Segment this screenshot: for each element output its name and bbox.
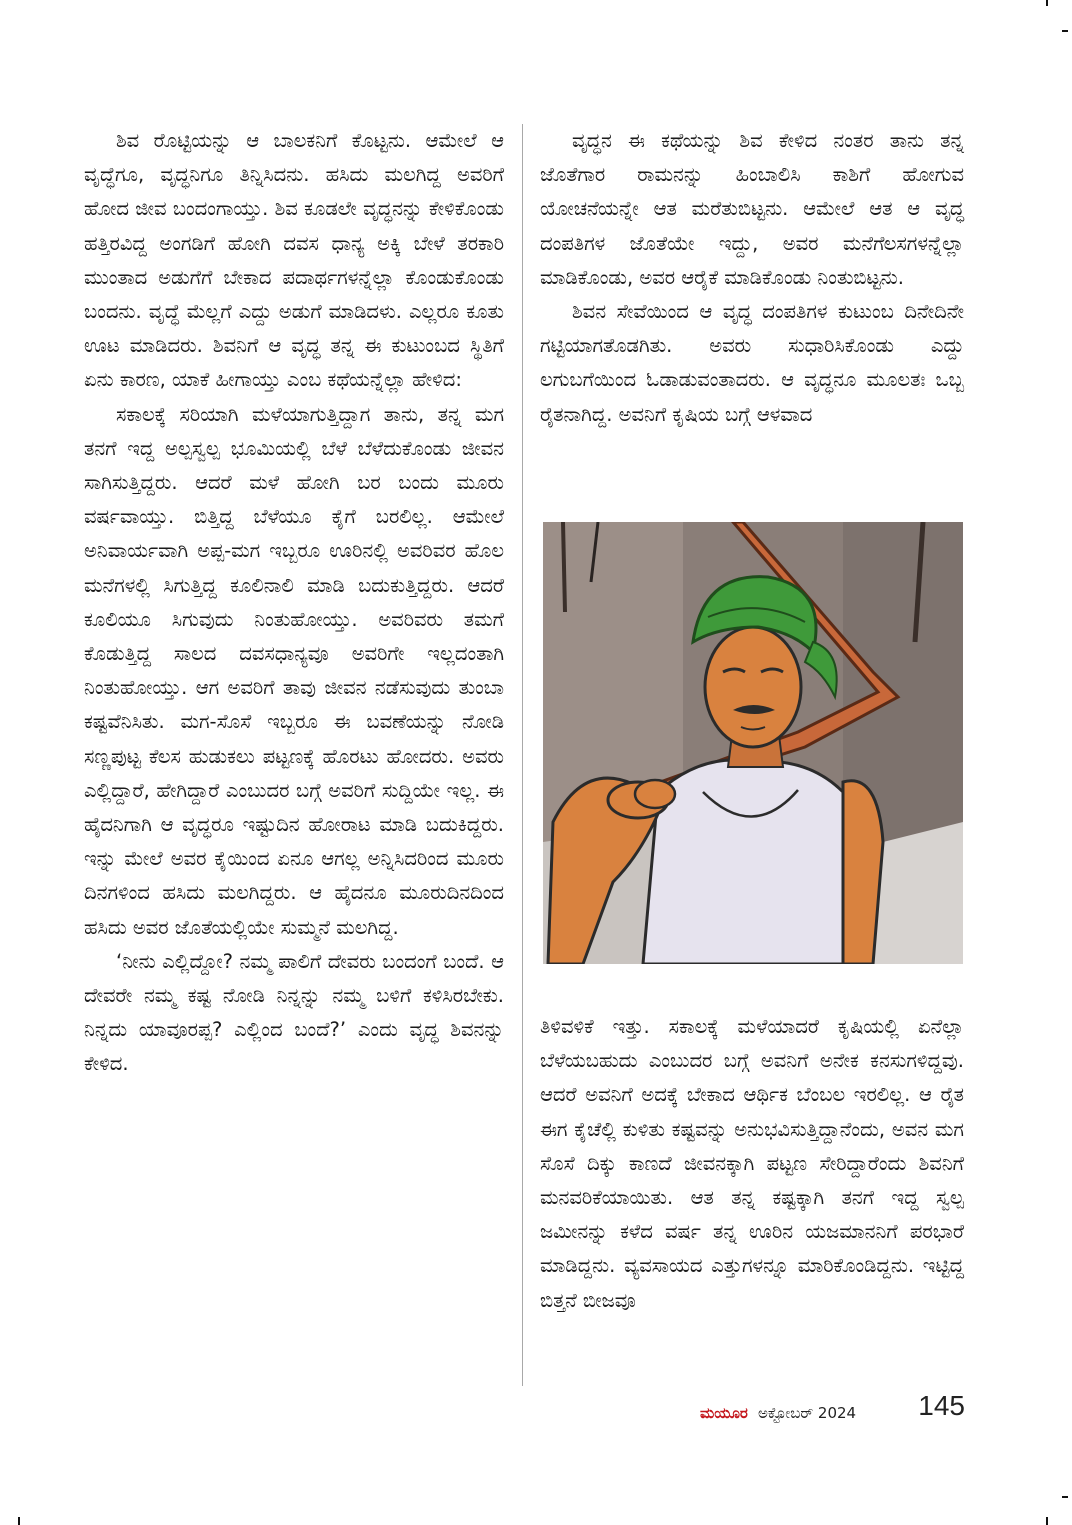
crop-mark-bottom-left (18, 1517, 20, 1525)
left-paragraph-2: ಸಕಾಲಕ್ಕೆ ಸರಿಯಾಗಿ ಮಳೆಯಾಗುತ್ತಿದ್ದಾಗ ತಾನು, ತನ್ನ ಮಗ ತನಗೆ ಇದ್ದ ಅಲ್ಪಸ್ವಲ್ಪ ಭೂಮಿಯಲ್ಲಿ ಬೆಳೆ ಬೆಳೆದುಕೊಂಡು ಜೀವನ ಸಾಗಿಸುತ್ತಿದ್ದರು. ಆದರೆ ಮಳೆ ಹೋಗಿ ಬರ ಬಂದು ಮೂರು ವರ್ಷವಾಯ್ತು. ಬಿತ್ತಿದ್ದ ಬೆಳೆಯೂ ಕೈಗೆ ಬರಲಿಲ್ಲ. ಆಮೇಲೆ ಅನಿವಾರ್ಯವಾಗಿ ಅಪ್ಪ-ಮಗ ಇಬ್ಬರೂ ಊರಿನಲ್ಲಿ ಅವರಿವರ ಹೊಲ ಮನೆಗಳಲ್ಲಿ ಸಿಗುತ್ತಿದ್ದ ಕೂಲಿನಾಲಿ ಮಾಡಿ ಬದುಕುತ್ತಿದ್ದರು. ಆದರೆ ಕೂಲಿಯೂ ಸಿಗುವುದು ನಿಂತುಹೋಯ್ತು. ಅವರಿವರು ತಮಗೆ ಕೊಡುತ್ತಿದ್ದ ಸಾಲದ ದವಸಧಾನ್ಯವೂ ಅವರಿಗೇ ಇಲ್ಲದಂತಾಗಿ ನಿಂತುಹೋಯ್ತು. ಆಗ ಅವರಿಗೆ ತಾವು ಜೀವನ ನಡೆಸುವುದು ತುಂಬಾ ಕಷ್ಟವೆನಿಸಿತು. ಮಗ-ಸೊಸೆ ಇಬ್ಬರೂ ಈ ಬವಣೆಯನ್ನು ನೋಡಿ ಸಣ್ಣಪುಟ್ಟ ಕೆಲಸ ಹುಡುಕಲು ಪಟ್ಟಣಕ್ಕೆ ಹೊರಟು ಹೋದರು. ಅವರು ಎಲ್ಲಿದ್ದಾರೆ, ಹೇಗಿದ್ದಾರೆ ಎಂಬುದರ ಬಗ್ಗೆ ಅವರಿಗೆ ಸುದ್ದಿಯೇ ಇಲ್ಲ. ಈ ಹೈದನಿಗಾಗಿ ಆ ವೃದ್ಧರೂ ಇಷ್ಟುದಿನ ಹೋರಾಟ ಮಾಡಿ ಬದುಕಿದ್ದರು. ಇನ್ನು ಮೇಲೆ ಅವರ ಕೈಯಿಂದ ಏನೂ ಆಗಲ್ಲ ಅನ್ನಿಸಿದರಿಂದ ಮೂರು ದಿನಗಳಿಂದ ಹಸಿದು ಮಲಗಿದ್ದರು. ಆ ಹೈದನೂ ಮೂರುದಿನದಿಂದ ಹಸಿದು ಅವರ ಜೊತೆಯಲ್ಲಿಯೇ ಸುಮ್ಮನೆ ಮಲಗಿದ್ದ. (84, 402, 504, 939)
farmer-illustration (543, 522, 963, 964)
vest (643, 760, 863, 964)
right-paragraph-1: ವೃದ್ಧನ ಈ ಕಥೆಯನ್ನು ಶಿವ ಕೇಳಿದ ನಂತರ ತಾನು ತನ್ನ ಜೊತೆಗಾರ ರಾಮನನ್ನು ಹಿಂಬಾಲಿಸಿ ಕಾಶಿಗೆ ಹೋಗುವ ಯೋಚನೆಯನ್ನೇ ಆತ ಮರೆತುಬಿಟ್ಟನು. ಆಮೇಲೆ ಆತ ಆ ವೃದ್ಧ ದಂಪತಿಗಳ ಜೊತೆಯೇ ಇದ್ದು, ಅವರ ಮನೆಗೆಲಸಗಳನ್ನೆಲ್ಲಾ ಮಾಡಿಕೊಂಡು, ಅವರ ಆರೈಕೆ ಮಾಡಿಕೊಂಡು ನಿಂತುಬಿಟ್ಟನು. (540, 129, 964, 289)
hand (635, 780, 675, 808)
left-paragraph-1: ಶಿವ ರೊಟ್ಟಿಯನ್ನು ಆ ಬಾಲಕನಿಗೆ ಕೊಟ್ಟನು. ಆಮೇಲೆ ಆ ವೃದ್ಧೆಗೂ, ವೃದ್ಧನಿಗೂ ತಿನ್ನಿಸಿದನು. ಹಸಿದು ಮಲಗಿದ್ದ ಅವರಿಗೆ ಹೋದ ಜೀವ ಬಂದಂಗಾಯ್ತು. ಶಿವ ಕೂಡಲೇ ವೃದ್ಧನನ್ನು ಕೇಳಿಕೊಂಡು ಹತ್ತಿರವಿದ್ದ ಅಂಗಡಿಗೆ ಹೋಗಿ ದವಸ ಧಾನ್ಯ ಅಕ್ಕಿ ಬೇಳೆ ತರಕಾರಿ ಮುಂತಾದ ಅಡುಗೆಗೆ ಬೇಕಾದ ಪದಾರ್ಥಗಳನ್ನೆಲ್ಲಾ ಕೊಂಡುಕೊಂಡು ಬಂದನು. ವೃದ್ಧೆ ಮೆಲ್ಲಗೆ ಎದ್ದು ಅಡುಗೆ ಮಾಡಿದಳು. ಎಲ್ಲರೂ ಕೂತು ಊಟ ಮಾಡಿದರು. ಶಿವನಿಗೆ ಆ ವೃದ್ಧ ತನ್ನ ಈ ಕುಟುಂಬದ ಸ್ಥಿತಿಗೆ ಏನು ಕಾರಣ, ಯಾಕೆ ಹೀಗಾಯ್ತು ಎಂಬ ಕಥೆಯನ್ನೆಲ್ಲಾ ಹೇಳಿದ: (84, 129, 504, 392)
column-divider (522, 124, 523, 1386)
left-paragraph-3: ‘ನೀನು ಎಲ್ಲಿದ್ದೋ? ನಮ್ಮ ಪಾಲಿಗೆ ದೇವರು ಬಂದಂಗೆ ಬಂದೆ. ಆ ದೇವರೇ ನಮ್ಮ ಕಷ್ಟ ನೋಡಿ ನಿನ್ನನ್ನು ನಮ್ಮ ಬಳಿಗೆ ಕಳಿಸಿರಬೇಕು. ನಿನ್ನದು ಯಾವೂರಪ್ಪ? ಎಲ್ಲಿಂದ ಬಂದೆ?’ ಎಂದು ವೃದ್ಧ ಶಿವನನ್ನು ಕೇಳಿದ. (84, 949, 504, 1076)
right-paragraph-2: ಶಿವನ ಸೇವೆಯಿಂದ ಆ ವೃದ್ಧ ದಂಪತಿಗಳ ಕುಟುಂಬ ದಿನೇದಿನೇ ಗಟ್ಟಿಯಾಗತೊಡಗಿತು. ಅವರು ಸುಧಾರಿಸಿಕೊಂಡು ಎದ್ದು ಲಗುಬಗೆಯಿಂದ ಓಡಾಡುವಂತಾದರು. ಆ ವೃದ್ಧನೂ ಮೂಲತಃ ಒಬ್ಬ ರೈತನಾಗಿದ್ದ. ಅವನಿಗೆ ಕೃಷಿಯ ಬಗ್ಗೆ ಆಳವಾದ (540, 300, 964, 426)
right-column-bottom (540, 1010, 964, 1318)
crop-mark-top-right (1046, 0, 1048, 6)
magazine-brand: ಮಯೂರ (700, 1404, 748, 1422)
crop-mark-bottom-right (1046, 1517, 1048, 1525)
crop-mark-right-upper (1062, 30, 1068, 32)
left-column (84, 124, 504, 1082)
issue-date: ಅಕ್ಟೋಬರ್ 2024 (758, 1404, 857, 1422)
page-number: 145 (918, 1390, 965, 1421)
crop-mark-right-lower (1062, 1496, 1068, 1498)
right-paragraph-3: ತಿಳಿವಳಿಕೆ ಇತ್ತು. ಸಕಾಲಕ್ಕೆ ಮಳೆಯಾದರೆ ಕೃಷಿಯಲ್ಲಿ ಏನೆಲ್ಲಾ ಬೆಳೆಯಬಹುದು ಎಂಬುದರ ಬಗ್ಗೆ ಅವನಿಗೆ ಅನೇಕ ಕನಸುಗಳಿದ್ದವು. ಆದರೆ ಅವನಿಗೆ ಅದಕ್ಕೆ ಬೇಕಾದ ಆರ್ಥಿಕ ಬೆಂಬಲ ಇರಲಿಲ್ಲ. ಆ ರೈತ ಈಗ ಕೈಚೆಲ್ಲಿ ಕುಳಿತು ಕಷ್ಟವನ್ನು ಅನುಭವಿಸುತ್ತಿದ್ದಾನೆಂದು, ಅವನ ಮಗ ಸೊಸೆ ದಿಕ್ಕು ಕಾಣದೆ ಜೀವನಕ್ಕಾಗಿ ಪಟ್ಟಣ ಸೇರಿದ್ದಾರೆಂದು ಶಿವನಿಗೆ ಮನವರಿಕೆಯಾಯಿತು. ಆತ ತನ್ನ ಕಷ್ಟಕ್ಕಾಗಿ ತನಗೆ ಇದ್ದ ಸ್ವಲ್ಪ ಜಮೀನನ್ನು ಕಳೆದ ವರ್ಷ ತನ್ನ ಊರಿನ ಯಜಮಾನನಿಗೆ ಪರಭಾರೆ ಮಾಡಿದ್ದನು. ವ್ಯವಸಾಯದ ಎತ್ತುಗಳನ್ನೂ ಮಾರಿಕೊಂಡಿದ್ದನು. ಇಟ್ಟಿದ್ದ ಬಿತ್ತನೆ ಬೀಜವೂ (540, 1015, 964, 1312)
page-footer (700, 1390, 965, 1430)
right-column-top (540, 124, 964, 432)
